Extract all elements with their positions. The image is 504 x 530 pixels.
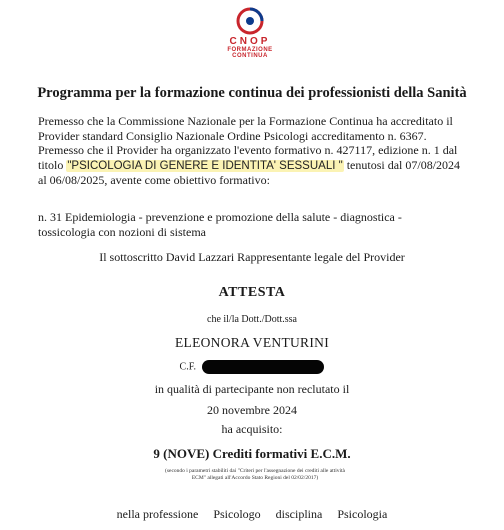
has-acquired-label: ha acquisito: xyxy=(221,422,283,436)
training-objective: n. 31 Epidemiologia - prevenzione e promozione della salute - diagnostica - tossicologia con nozioni di sistema xyxy=(38,210,402,239)
ecm-credits: 9 (NOVE) Crediti formativi E.C.M. xyxy=(153,446,351,461)
attesta-heading: ATTESTA xyxy=(218,285,286,300)
premise-paragraph xyxy=(38,114,468,188)
cnop-logo xyxy=(214,6,286,59)
discipline-label: disciplina xyxy=(275,507,323,521)
fiscal-code-row xyxy=(0,360,504,374)
premise-text-2: tenutosi dal 07/08/2024 al 06/08/2025, avente come obiettivo formativo: xyxy=(38,157,461,187)
recipient-intro: che il/la Dott./Dott.ssa xyxy=(207,314,297,325)
redacted-fiscal-code xyxy=(202,360,324,374)
signatory-statement: Il sottoscritto David Lazzari Rappresentante legale del Provider xyxy=(99,250,405,264)
participant-status: in qualità di partecipante non reclutato il xyxy=(154,382,350,396)
discipline-value: Psicologia xyxy=(337,507,388,521)
logo-name: CNOP xyxy=(229,36,271,47)
profession-label: nella professione xyxy=(116,507,199,521)
premise-text-1: Premesso che la Commissione Nazionale per la Formazione Continua ha accreditato il Provider standard Consiglio Nazionale Ordine Psicologi accreditamento n. 6367. Premesso che il Provider ha organizzato l'evento formativo n. 427117, edizione n. 1 dal titolo xyxy=(38,114,458,172)
profession-value: Psicologo xyxy=(213,507,261,521)
cnop-emblem-icon xyxy=(233,6,267,36)
recipient-name: ELEONORA VENTURINI xyxy=(174,335,329,350)
document-title: Programma per la formazione continua dei professionisti della Sanità xyxy=(37,85,467,101)
participation-date: 20 novembre 2024 xyxy=(207,403,297,417)
profession-row xyxy=(0,507,504,522)
event-title: "PSICOLOGIA DI GENERE E IDENTITA' SESSUALI " xyxy=(67,159,343,172)
credits-note: (secondo i parametri stabiliti dai "Criteri per l'assegnazione dei crediti alle attività ECM" allegati all'Accordo Stato Regioni del 02/02/2017) xyxy=(165,468,345,481)
fiscal-code-label: C.F. xyxy=(179,361,196,373)
logo-subtitle-1: FORMAZIONE xyxy=(227,47,273,53)
logo-subtitle-2: CONTINUA xyxy=(232,53,268,59)
